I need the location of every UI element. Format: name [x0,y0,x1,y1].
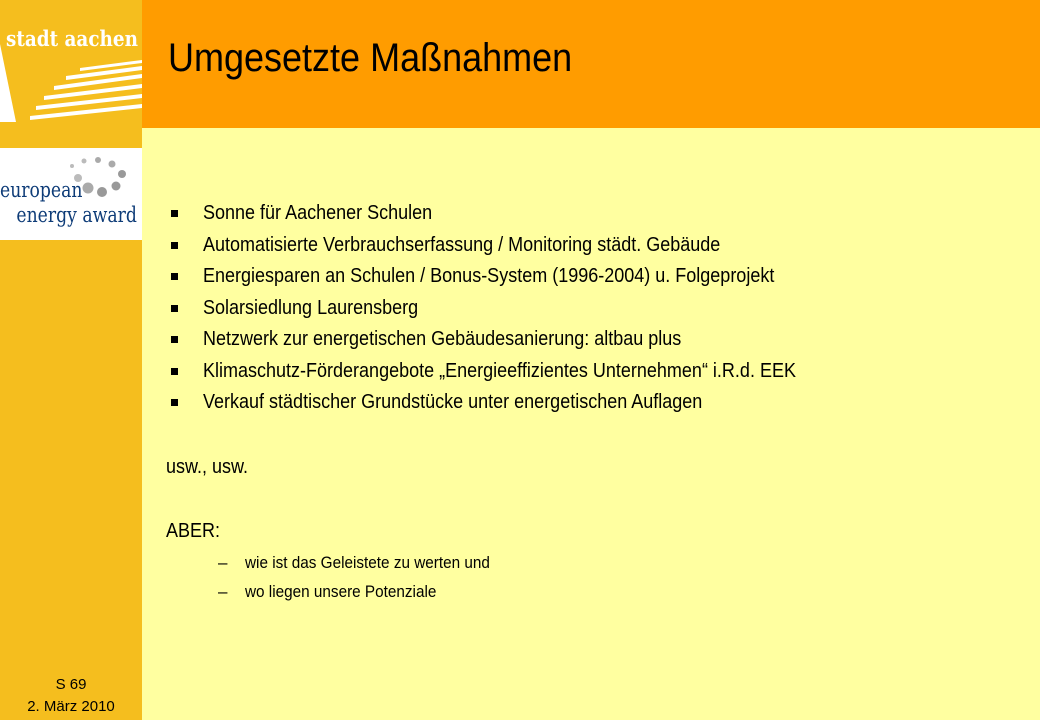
bullet-item [170,324,862,356]
bullet-square-icon [171,336,178,343]
sub-bullet-text: wie ist das Geleistete zu werten und [245,553,490,572]
bullet-item [170,356,862,388]
bullet-square-icon [171,305,178,312]
bullet-text: Klimaschutz-Förderangebote „Energieeffizientes Unternehmen“ i.R.d. EEK [203,359,796,382]
bullet-text: Energiesparen an Schulen / Bonus-System (1996-2004) u. Folgeprojekt [203,265,775,287]
sub-bullet-list [218,548,517,606]
slide-date: 2. März 2010 [27,698,115,715]
usw-text: usw., usw. [166,456,249,478]
bullet-square-icon [171,242,178,249]
bullet-item [170,387,862,419]
bullet-list [170,198,862,419]
bullet-square-icon [171,273,178,280]
bullet-text: Sonne für Aachener Schulen [203,202,433,224]
bullet-square-icon [171,399,178,406]
bullet-text: Automatisierte Verbrauchserfassung / Monitoring städt. Gebäude [203,233,721,256]
bullet-item [170,261,862,293]
bullet-text: Solarsiedlung Laurensberg [203,296,419,319]
stadt-aachen-logo [0,24,142,122]
bullet-item [170,293,862,325]
svg-text:stadt aachen: stadt aachen [6,26,138,51]
sub-bullet-item [218,577,517,606]
bullet-square-icon [171,210,178,217]
bullet-item [170,230,862,262]
bullet-square-icon [171,368,178,375]
eea-logo-line1: european [0,178,83,202]
european-energy-award-logo [0,148,142,240]
page-number: S 69 [55,676,87,693]
eea-logo-line2: energy award [16,203,137,227]
dash-marker: – [218,553,228,572]
sub-bullet-text: wo liegen unsere Potenziale [245,582,437,601]
slide-title: Umgesetzte Maßnahmen [168,36,573,80]
dash-marker: – [218,582,228,601]
bullet-text: Verkauf städtischer Grundstücke unter energetischen Auflagen [203,391,703,413]
sub-bullet-item [218,548,517,577]
aber-heading: ABER: [166,520,221,542]
bullet-item [170,198,862,230]
bullet-text: Netzwerk zur energetischen Gebäudesanierung: altbau plus [203,328,682,350]
